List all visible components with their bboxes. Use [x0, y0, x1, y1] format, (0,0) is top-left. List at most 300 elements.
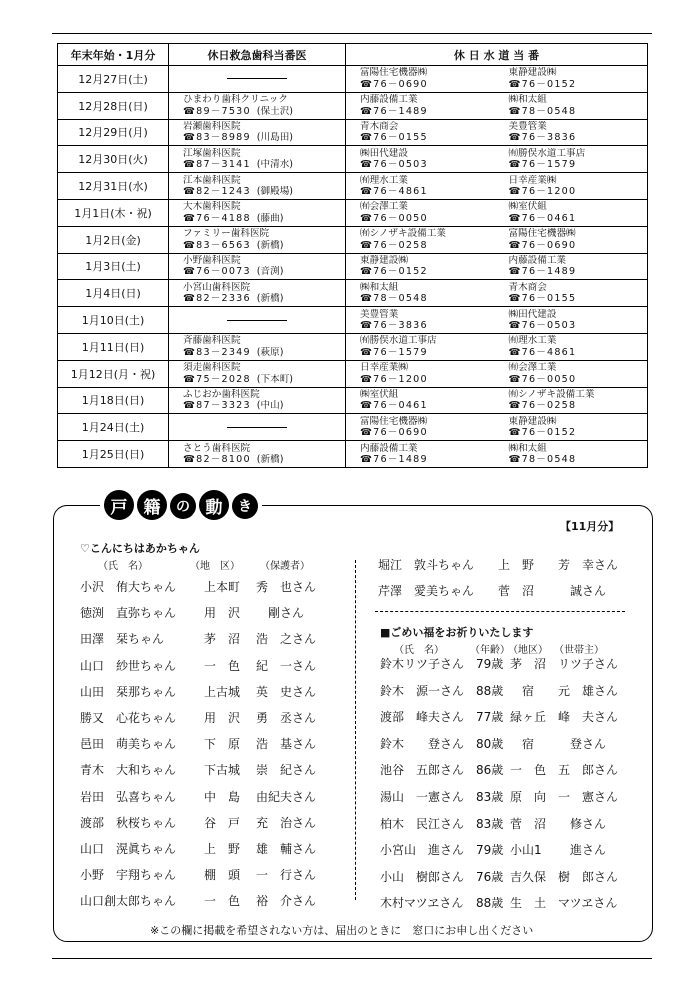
- duty-date: 1月25日(日): [58, 441, 169, 468]
- baby-area: 下 原: [204, 737, 241, 752]
- deceased-age: 83歳: [476, 789, 504, 804]
- top-rule: [52, 33, 652, 34]
- baby-area: 上古城: [204, 684, 241, 699]
- table-row: [58, 226, 648, 253]
- water-duty-1-name: 青木商会: [360, 120, 399, 132]
- baby-guardian: 由紀夫さん: [256, 789, 317, 804]
- dental-clinic-name: 須走歯科医院: [183, 362, 241, 374]
- water-duty-2-cell: [497, 253, 648, 280]
- dental-clinic-tel-line: [169, 240, 345, 252]
- dental-clinic-tel-line: [169, 266, 345, 278]
- water-duty-2-tel: ☎76－1579: [508, 159, 577, 171]
- col-area: （地 区）: [190, 561, 240, 572]
- no-duty-dash: [227, 78, 287, 79]
- baby-guardian: 紀 一さん: [256, 658, 317, 673]
- water-duty-1-cell: [346, 226, 497, 253]
- section-divider: [375, 611, 625, 612]
- list-item: [378, 582, 628, 608]
- baby-area: 谷 戸: [204, 815, 241, 830]
- deceased-age: 86歳: [476, 763, 504, 778]
- household-head: リツ子さん: [558, 657, 619, 671]
- baby-name: 渡部 秋桜ちゃん: [80, 815, 177, 830]
- table-row: [58, 66, 648, 93]
- col-age: （年齢）: [470, 645, 510, 656]
- water-duty-1-cell: [346, 253, 497, 280]
- water-duty-1-cell: [346, 146, 497, 173]
- dental-clinic-cell: [169, 146, 346, 173]
- water-duty-2-tel: ☎76－0152: [508, 427, 577, 439]
- dental-clinic-name: 小宮山歯科医院: [183, 281, 251, 293]
- water-duty-2-cell: [497, 360, 648, 387]
- water-duty-2-name: ㈱田代建設: [508, 308, 557, 320]
- dental-clinic-name: ファミリー歯科医院: [183, 228, 270, 240]
- household-head: 修さん: [558, 816, 607, 831]
- dental-clinic-tel-line: [169, 186, 345, 198]
- water-duty-1-name: ㈱田代建設: [360, 147, 408, 159]
- deceased-area: 原 向: [510, 789, 547, 804]
- dental-clinic-area: (御殿場): [256, 186, 294, 198]
- baby-guardian: 浩 基さん: [256, 737, 317, 752]
- water-duty-1-tel: ☎76－1489: [360, 105, 428, 117]
- dental-clinic-tel-line: [169, 132, 345, 144]
- list-item: [80, 604, 350, 630]
- column-divider: [355, 560, 356, 900]
- water-duty-1-name: ㈲理水工業: [360, 174, 408, 186]
- dental-clinic-name: 斉藤歯科医院: [183, 335, 241, 347]
- water-duty-1-tel: ☎78－0548: [360, 293, 428, 305]
- dental-clinic-tel-line: [169, 159, 345, 171]
- water-duty-2-tel: ☎78－0548: [508, 454, 577, 466]
- water-duty-1-tel: ☎76－0503: [360, 159, 428, 171]
- deceased-name: 柏木 民江さん: [380, 816, 465, 831]
- water-duty-2-tel: ☎76－0461: [508, 212, 577, 224]
- water-duty-1-tel: ☎76－0461: [360, 400, 428, 412]
- baby-area: 上 野: [498, 558, 535, 572]
- baby-guardian: 裕 介さん: [256, 894, 317, 909]
- water-duty-1-tel: ☎76－0050: [360, 212, 428, 224]
- duty-date: 1月1日(木・祝): [58, 199, 169, 226]
- deceased-name: 木村マツヱさん: [380, 896, 464, 911]
- deceased-area: 生 土: [510, 896, 547, 911]
- title-char: 動: [199, 490, 229, 520]
- table-header-row: [58, 44, 648, 66]
- water-duty-1-tel: ☎76－0152: [360, 266, 428, 278]
- deceased-area: 菅 沼: [510, 816, 547, 831]
- list-item: [380, 894, 630, 921]
- baby-area: 上 野: [204, 841, 241, 856]
- baby-guardian: 剛さん: [256, 606, 305, 621]
- title-char: 籍: [137, 490, 167, 520]
- deceased-age: 83歳: [476, 816, 504, 831]
- deceased-area: 吉久保: [510, 869, 547, 884]
- title-char: 戸: [104, 490, 134, 520]
- dental-clinic-name: 岩瀬歯科医院: [183, 120, 241, 132]
- deceased-name: 池谷 五郎さん: [380, 763, 465, 778]
- baby-guardian: 充 治さん: [256, 815, 317, 830]
- duty-date: 1月12日(月・祝): [58, 360, 169, 387]
- deceased-name: 渡部 峰夫さん: [380, 710, 465, 725]
- water-duty-1-name: 富陽住宅機器㈱: [360, 415, 428, 427]
- table-row: [58, 119, 648, 146]
- baby-area: 用 沢: [204, 710, 241, 725]
- water-duty-2-tel: ☎78－0548: [508, 105, 577, 117]
- col-name: （氏 名）: [394, 645, 444, 656]
- col-name: （氏 名）: [98, 561, 148, 572]
- table-row: [58, 307, 648, 334]
- water-duty-2-tel: ☎76－4861: [508, 346, 577, 358]
- deaths-heading: ■ごめい福をお祈りいたします: [380, 626, 534, 639]
- list-item: [380, 735, 630, 762]
- table-row: [58, 360, 648, 387]
- dental-clinic-area: (中清水): [256, 159, 294, 171]
- dental-clinic-cell: [169, 253, 346, 280]
- family-register-title: [100, 490, 262, 522]
- household-head: 進さん: [558, 843, 607, 858]
- list-item: [80, 683, 350, 709]
- duty-date: 12月28日(日): [58, 92, 169, 119]
- list-item: [380, 868, 630, 895]
- household-head: 峰 夫さん: [558, 710, 619, 725]
- baby-name: 山口 紗世ちゃん: [80, 658, 177, 673]
- list-item: [80, 735, 350, 761]
- water-duty-2-cell: [497, 66, 648, 93]
- dental-clinic-tel: ☎83－6563: [183, 239, 251, 251]
- list-item: [80, 788, 350, 814]
- duty-date: 12月30日(火): [58, 146, 169, 173]
- dental-clinic-cell: [169, 173, 346, 200]
- header-dental: 休日救急歯科当番医: [169, 44, 346, 66]
- dental-clinic-area: (新橋): [256, 239, 284, 251]
- list-item: [80, 709, 350, 735]
- no-duty-dash: [227, 427, 287, 428]
- dental-clinic-tel-line: [169, 106, 345, 118]
- deceased-area: 宿: [510, 736, 535, 751]
- water-duty-1-cell: [346, 119, 497, 146]
- table-row: [58, 146, 648, 173]
- dental-clinic-tel: ☎87－3141: [183, 159, 251, 171]
- baby-name: 芹澤 愛美ちゃん: [378, 584, 475, 599]
- baby-name: 山田 栞那ちゃん: [80, 684, 177, 699]
- list-item: [380, 815, 630, 842]
- baby-guardian: 英 史さん: [256, 684, 317, 699]
- no-duty-dash: [227, 320, 287, 321]
- dental-clinic-tel-line: [169, 213, 345, 225]
- dental-clinic-name: 小野歯科医院: [183, 254, 241, 266]
- water-duty-2-name: ㈱和太組: [508, 442, 547, 454]
- water-duty-1-cell: [346, 414, 497, 441]
- water-duty-1-tel: ☎76－1489: [360, 454, 428, 466]
- water-duty-1-name: 東静建設㈱: [360, 254, 408, 266]
- table-row: [58, 333, 648, 360]
- deceased-area: 小山1: [510, 843, 542, 858]
- baby-name: 青木 大和ちゃん: [80, 763, 177, 778]
- dental-clinic-name: 大木歯科医院: [183, 201, 241, 213]
- duty-date: 1月10日(土): [58, 307, 169, 334]
- baby-area: 中 島: [204, 789, 241, 804]
- dental-clinic-cell: [169, 280, 346, 307]
- water-duty-2-name: 富陽住宅機器㈱: [508, 228, 576, 240]
- dental-clinic-cell: [169, 66, 346, 93]
- dental-clinic-area: (新橋): [256, 293, 284, 305]
- water-duty-2-cell: [497, 280, 648, 307]
- baby-area: 棚 頭: [204, 868, 241, 883]
- water-duty-2-tel: ☎76－0155: [508, 293, 577, 305]
- water-duty-1-tel: ☎76－4861: [360, 186, 428, 198]
- household-head: 五 郎さん: [558, 763, 619, 778]
- water-duty-2-name: 内藤設備工業: [508, 254, 567, 266]
- dental-clinic-name: 江塚歯科医院: [183, 147, 241, 159]
- water-duty-1-name: 内藤設備工業: [360, 94, 418, 106]
- dental-clinic-tel-line: [169, 454, 345, 466]
- deceased-age: 79歳: [476, 657, 504, 671]
- deceased-name: 鈴木 登さん: [380, 736, 465, 751]
- dental-clinic-cell: [169, 333, 346, 360]
- header-date: 年末年始・1月分: [58, 44, 169, 66]
- list-item: [80, 657, 350, 683]
- baby-name: 岩田 弘喜ちゃん: [80, 789, 177, 804]
- water-duty-1-name: ㈲シノザキ設備工業: [360, 228, 446, 240]
- dental-clinic-tel-line: [169, 400, 345, 412]
- dental-clinic-cell: [169, 307, 346, 334]
- baby-guardian: 勇 丞さん: [256, 710, 317, 725]
- deceased-name: 鈴木 源一さん: [380, 683, 465, 698]
- water-duty-2-name: 東静建設㈱: [508, 415, 557, 427]
- baby-name: 徳渕 直弥ちゃん: [80, 606, 177, 621]
- list-item: [80, 840, 350, 866]
- water-duty-2-cell: [497, 173, 648, 200]
- baby-area: 下古城: [204, 763, 241, 778]
- dental-clinic-tel: ☎82－1243: [183, 186, 251, 198]
- water-duty-2-cell: [497, 307, 648, 334]
- deceased-age: 76歳: [476, 869, 504, 884]
- water-duty-2-name: ㈲勝俣水道工事店: [508, 147, 586, 159]
- duty-date: 12月29日(月): [58, 119, 169, 146]
- col-area: （地区）: [508, 645, 548, 656]
- water-duty-2-tel: ☎76－1489: [508, 266, 577, 278]
- water-duty-2-cell: [497, 333, 648, 360]
- dental-clinic-tel: ☎82－8100: [183, 454, 251, 466]
- duty-date: 1月11日(日): [58, 333, 169, 360]
- births-list-continued: [378, 556, 628, 608]
- deceased-area: 緑ヶ丘: [510, 710, 547, 725]
- births-heading: ♡こんにちはあかちゃん: [80, 542, 200, 555]
- household-head: 元 雄さん: [558, 683, 619, 698]
- water-duty-2-name: ㈱和太組: [508, 94, 547, 106]
- household-head: 一 憲さん: [558, 789, 619, 804]
- water-duty-1-cell: [346, 173, 497, 200]
- baby-guardian: 浩 之さん: [256, 632, 317, 647]
- dental-clinic-tel-line: [169, 347, 345, 359]
- water-duty-2-name: 美豊管業: [508, 120, 547, 132]
- household-head: マツヱさん: [558, 896, 618, 911]
- table-row: [58, 414, 648, 441]
- dental-clinic-tel: ☎76－4188: [183, 212, 251, 224]
- deceased-name: 鈴木リツ子さん: [380, 657, 465, 671]
- baby-name: 小野 宇翔ちゃん: [80, 868, 177, 883]
- water-duty-1-name: 日幸産業㈱: [360, 362, 408, 374]
- baby-name: 勝又 心花ちゃん: [80, 710, 177, 725]
- list-item: [380, 655, 630, 682]
- baby-guardian: 誠さん: [558, 584, 607, 599]
- dental-clinic-area: (音渕): [256, 266, 284, 278]
- water-duty-1-cell: [346, 280, 497, 307]
- water-duty-1-cell: [346, 441, 497, 468]
- water-duty-2-tel: ☎76－0503: [508, 320, 577, 332]
- dental-clinic-area: (中山): [256, 400, 284, 412]
- water-duty-2-cell: [497, 414, 648, 441]
- water-duty-1-tel: ☎76－0690: [360, 78, 428, 90]
- baby-area: 一 色: [204, 894, 241, 909]
- dental-clinic-area: (下本町): [256, 373, 294, 385]
- water-duty-2-name: ㈱室伏組: [508, 201, 547, 213]
- table-row: [58, 173, 648, 200]
- water-duty-1-cell: [346, 199, 497, 226]
- baby-area: 上本町: [204, 580, 241, 594]
- table-row: [58, 253, 648, 280]
- baby-guardian: 雄 輔さん: [256, 841, 317, 856]
- deceased-name: 湯山 一憲さん: [380, 789, 465, 804]
- dental-clinic-tel: ☎76－0073: [183, 266, 251, 278]
- water-duty-1-name: ㈲勝俣水道工事店: [360, 335, 437, 347]
- deceased-age: 88歳: [476, 683, 504, 698]
- water-duty-2-cell: [497, 226, 648, 253]
- deceased-name: 小宮山 進さん: [380, 843, 465, 858]
- duty-date: 1月18日(日): [58, 387, 169, 414]
- deceased-age: 77歳: [476, 710, 504, 725]
- list-item: [380, 788, 630, 815]
- holiday-duty-table: [57, 43, 648, 468]
- list-item: [80, 630, 350, 656]
- title-char: の: [170, 493, 196, 519]
- water-duty-2-cell: [497, 199, 648, 226]
- water-duty-1-cell: [346, 66, 497, 93]
- household-head: 樹 郎さん: [558, 869, 619, 884]
- deceased-age: 79歳: [476, 843, 504, 858]
- deceased-name: 小山 樹郎さん: [380, 869, 465, 884]
- duty-date: 1月2日(金): [58, 226, 169, 253]
- dental-clinic-tel: ☎83－2349: [183, 346, 251, 358]
- water-duty-2-tel: ☎76－0690: [508, 239, 577, 251]
- water-duty-2-cell: [497, 441, 648, 468]
- water-duty-2-name: ㈲会澤工業: [508, 362, 557, 374]
- water-duty-2-cell: [497, 387, 648, 414]
- table-row: [58, 280, 648, 307]
- list-item: [80, 892, 350, 918]
- water-duty-1-tel: ☎76－1579: [360, 346, 428, 358]
- water-duty-2-name: 青木商会: [508, 281, 547, 293]
- water-duty-1-tel: ☎76－3836: [360, 320, 428, 332]
- list-item: [380, 841, 630, 868]
- col-head: （世帯主）: [554, 645, 604, 656]
- dental-clinic-area: (保土沢): [256, 105, 294, 117]
- baby-guardian: 一 行さん: [256, 868, 317, 883]
- dental-clinic-cell: [169, 414, 346, 441]
- baby-area: 一 色: [204, 658, 241, 673]
- water-duty-1-tel: ☎76－0690: [360, 427, 428, 439]
- dental-clinic-cell: [169, 360, 346, 387]
- duty-date: 1月24日(土): [58, 414, 169, 441]
- dental-clinic-area: (新橋): [256, 454, 284, 466]
- dental-clinic-cell: [169, 387, 346, 414]
- water-duty-2-tel: ☎76－3836: [508, 132, 577, 144]
- baby-area: 菅 沼: [498, 584, 535, 599]
- water-duty-2-tel: ☎76－0050: [508, 373, 577, 385]
- baby-area: 用 沢: [204, 606, 241, 621]
- dental-clinic-tel: ☎83－8989: [183, 132, 251, 144]
- water-duty-2-cell: [497, 146, 648, 173]
- baby-name: 山口創太郎ちゃん: [80, 894, 177, 909]
- water-duty-1-cell: [346, 307, 497, 334]
- list-item: [378, 556, 628, 582]
- dental-clinic-tel: ☎75－2028: [183, 373, 251, 385]
- baby-guardian: 崇 紀さん: [256, 763, 317, 778]
- water-duty-1-cell: [346, 387, 497, 414]
- baby-area: 茅 沼: [204, 632, 241, 647]
- water-duty-1-name: ㈱和太組: [360, 281, 399, 293]
- water-duty-1-tel: ☎76－0258: [360, 239, 428, 251]
- list-item: [80, 814, 350, 840]
- water-duty-1-name: ㈲会澤工業: [360, 201, 408, 213]
- baby-name: 田澤 栞ちゃん: [80, 632, 165, 647]
- baby-guardian: 芳 幸さん: [558, 558, 619, 572]
- dental-clinic-cell: [169, 119, 346, 146]
- dental-clinic-tel-line: [169, 293, 345, 305]
- water-duty-1-tel: ☎76－0155: [360, 132, 428, 144]
- water-duty-2-name: ㈲シノザキ設備工業: [508, 388, 595, 400]
- water-duty-1-name: 美豊管業: [360, 308, 399, 320]
- list-item: [380, 761, 630, 788]
- water-duty-2-tel: ☎76－0258: [508, 400, 577, 412]
- dental-clinic-name: ひまわり歯科クリニック: [183, 94, 288, 106]
- household-head: 登さん: [558, 736, 607, 751]
- dental-clinic-cell: [169, 92, 346, 119]
- duty-date: 12月27日(土): [58, 66, 169, 93]
- water-duty-2-tel: ☎76－0152: [508, 78, 577, 90]
- deceased-age: 88歳: [476, 896, 504, 911]
- list-item: [380, 682, 630, 709]
- baby-name: 邑田 萌美ちゃん: [80, 737, 177, 752]
- table-row: [58, 92, 648, 119]
- duty-date: 12月31日(水): [58, 173, 169, 200]
- deceased-area: 一 色: [510, 763, 547, 778]
- dental-clinic-cell: [169, 199, 346, 226]
- deaths-list: [380, 655, 630, 921]
- dental-clinic-name: さとう歯科医院: [183, 442, 251, 454]
- water-duty-2-cell: [497, 92, 648, 119]
- header-water: 休 日 水 道 当 番: [346, 44, 648, 66]
- duty-date: 1月4日(日): [58, 280, 169, 307]
- duty-date: 1月3日(土): [58, 253, 169, 280]
- footer-note: ※この欄に掲載を希望されない方は、届出のときに 窓口にお申し出ください: [150, 924, 534, 937]
- baby-guardian: 秀 也さん: [256, 580, 317, 594]
- deceased-age: 80歳: [476, 736, 504, 751]
- table-row: [58, 199, 648, 226]
- dental-clinic-area: (藤曲): [256, 212, 284, 224]
- deceased-area: 茅 沼: [510, 657, 547, 671]
- title-char: き: [232, 493, 258, 519]
- table-row: [58, 441, 648, 468]
- dental-clinic-name: 江本歯科医院: [183, 174, 241, 186]
- month-label: 【11月分】: [560, 520, 620, 533]
- dental-clinic-tel: ☎89－7530: [183, 105, 251, 117]
- water-duty-1-tel: ☎76－1200: [360, 373, 428, 385]
- water-duty-1-cell: [346, 333, 497, 360]
- water-duty-1-name: 内藤設備工業: [360, 442, 418, 454]
- dental-clinic-tel-line: [169, 374, 345, 386]
- water-duty-2-cell: [497, 119, 648, 146]
- water-duty-1-cell: [346, 360, 497, 387]
- water-duty-1-name: 富陽住宅機器㈱: [360, 67, 428, 79]
